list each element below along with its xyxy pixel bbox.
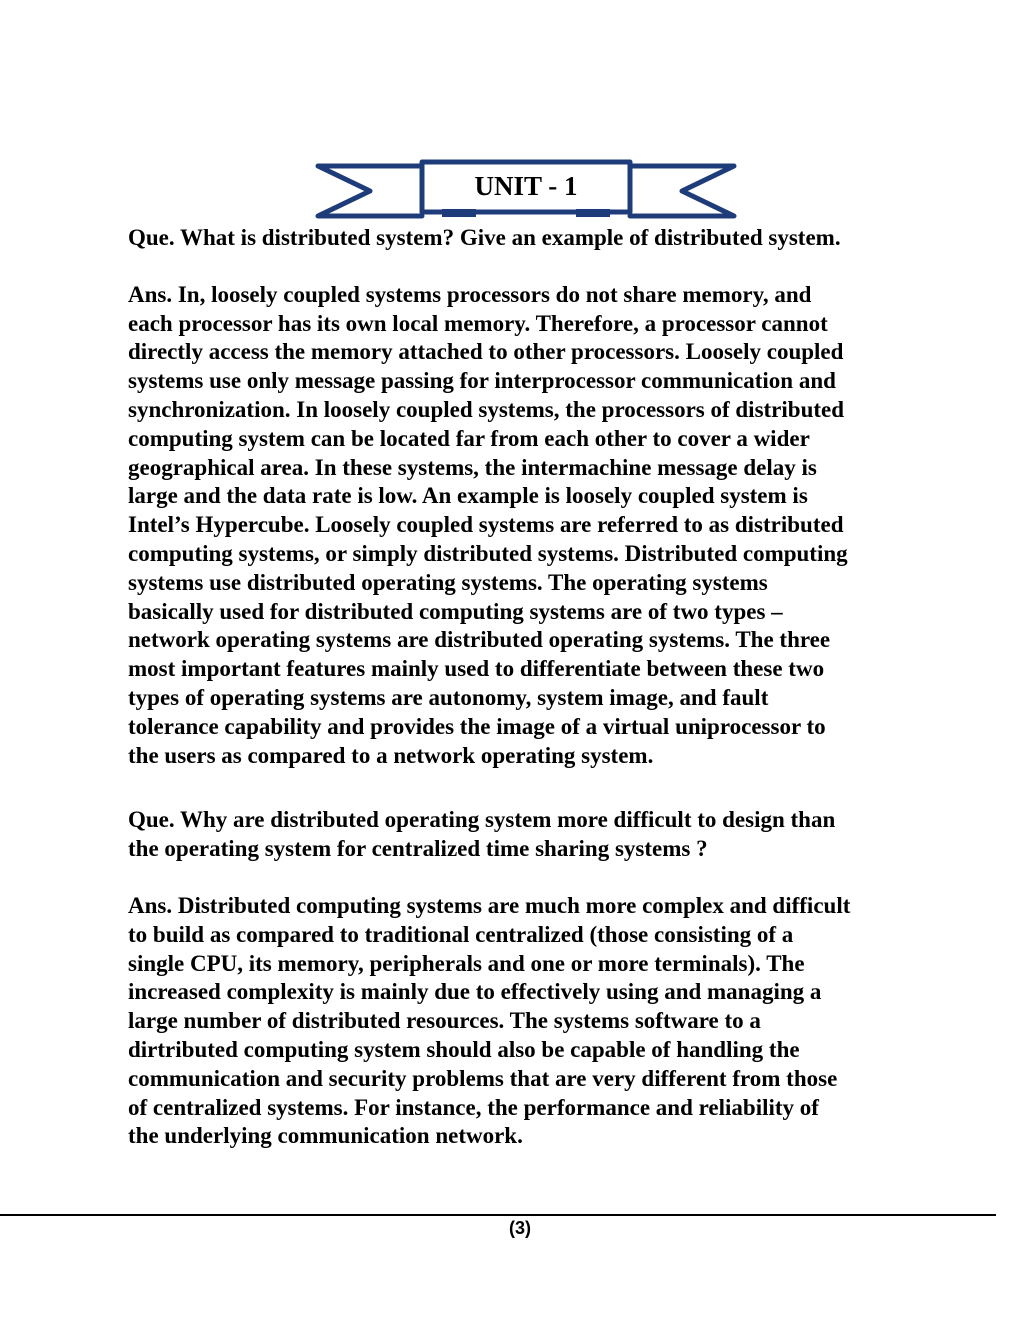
unit-title: UNIT - 1 <box>474 171 578 201</box>
answer-line: of centralized systems. For instance, the performance and reliability of <box>128 1094 819 1120</box>
answer-line: the users as compared to a network operating system. <box>128 742 654 768</box>
answer-line: the underlying communication network. <box>128 1123 523 1149</box>
answer-line: single CPU, its memory, peripherals and one or more terminals). The <box>128 950 805 976</box>
answer-line: systems use distributed operating systems. The operating systems <box>128 569 768 595</box>
answer-line: large number of distributed resources. The systems software to a <box>128 1008 761 1034</box>
answer-line: systems use only message passing for interprocessor communication and <box>128 368 836 394</box>
answer-line: dirtributed computing system should also be capable of handling the <box>128 1036 800 1062</box>
answer-line: network operating systems are distributed operating systems. The three <box>128 627 831 653</box>
qa-content <box>128 224 928 1151</box>
page-number: (3) <box>509 1218 531 1238</box>
answer-line: communication and security problems that are very different from those <box>128 1065 838 1091</box>
answer-line: types of operating systems are autonomy, system image, and fault <box>128 684 769 710</box>
question-line: the operating system for centralized time sharing systems ? <box>128 836 708 862</box>
answer-line: large and the data rate is low. An example is loosely coupled system is <box>128 483 808 509</box>
answer-line: tolerance capability and provides the image of a virtual uniprocessor to <box>128 713 826 739</box>
unit-banner <box>312 156 740 222</box>
answer-line: each processor has its own local memory. Therefore, a processor cannot <box>128 310 828 336</box>
spacer <box>128 253 928 281</box>
spacer <box>128 770 928 806</box>
answer-line: to build as compared to traditional centralized (those consisting of a <box>128 921 794 947</box>
answer <box>128 281 928 771</box>
answer-line: synchronization. In loosely coupled systems, the processors of distributed <box>128 396 845 422</box>
answer-line: basically used for distributed computing systems are of two types – <box>128 598 783 624</box>
answer-line: Ans. Distributed computing systems are much more complex and difficult <box>128 892 851 918</box>
answer-line: directly access the memory attached to other processors. Loosely coupled <box>128 339 844 365</box>
qa-block <box>128 806 928 1151</box>
answer <box>128 892 928 1151</box>
answer-line: Intel’s Hypercube. Loosely coupled systems are referred to as distributed <box>128 512 844 538</box>
question <box>128 806 928 864</box>
question <box>128 224 928 253</box>
question-line: Que. What is distributed system? Give an example of distributed system. <box>128 225 841 250</box>
answer-line: geographical area. In these systems, the intermachine message delay is <box>128 454 817 480</box>
answer-line: increased complexity is mainly due to effectively using and managing a <box>128 979 822 1005</box>
answer-line: computing system can be located far from each other to cover a wider <box>128 425 810 451</box>
answer-line: computing systems, or simply distributed systems. Distributed computing <box>128 540 848 566</box>
spacer <box>128 864 928 892</box>
question-line: Que. Why are distributed operating system more difficult to design than <box>128 807 836 833</box>
qa-block <box>128 224 928 770</box>
answer-line: most important features mainly used to differentiate between these two <box>128 656 825 682</box>
answer-line: Ans. In, loosely coupled systems processors do not share memory, and <box>128 281 812 307</box>
